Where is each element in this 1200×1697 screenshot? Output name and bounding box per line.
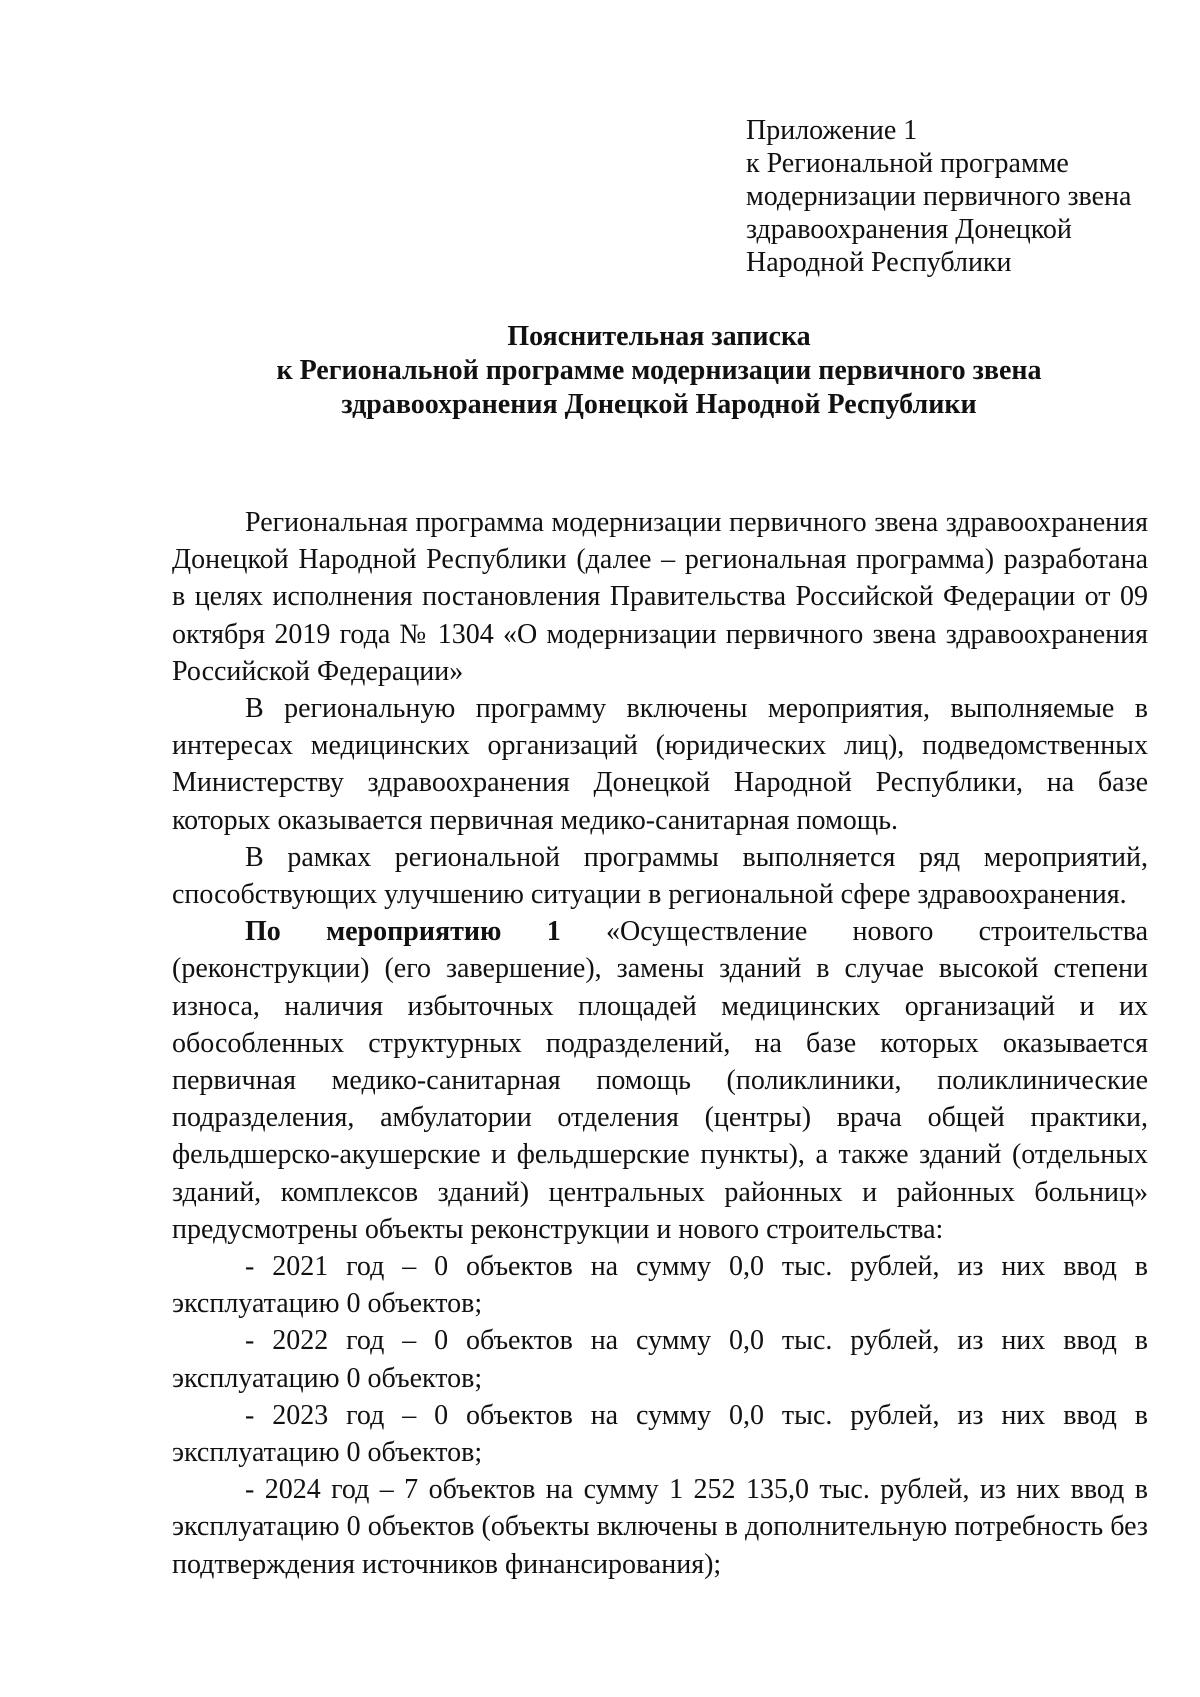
document-body	[172, 504, 1148, 1583]
paragraph-rest: «Осуществление нового строительства (реконструкции) (его завершение), замены зданий в случае высокой степени износа, наличия избыточных площадей медицинских организаций и их обособленных структурных подразделений, на базе которых оказывается первичная медико-санитарная помощь (поликлиники, поликлинические подразделения, амбулатории отделения (центры) врача общей практики, фельдшерско-акушерские и фельдшерские пункты), а также зданий (отдельных зданий, комплексов зданий) центральных районных и районных больниц» предусмотрены объекты реконструкции и нового строительства:	[172, 916, 1148, 1245]
paragraph-bold-lead: По мероприятию 1	[245, 916, 561, 948]
appendix-reference-line: Народной Республики	[746, 247, 1012, 278]
document-title	[170, 320, 1148, 422]
appendix-reference-line: модернизации первичного звена	[746, 181, 1132, 212]
list-item: - 2022 год – 0 объектов на сумму 0,0 тыс. рублей, из них ввод в эксплуатацию 0 объектов;	[172, 1325, 1148, 1394]
list-item: - 2023 год – 0 объектов на сумму 0,0 тыс. рублей, из них ввод в эксплуатацию 0 объектов;	[172, 1399, 1148, 1469]
list-item: - 2021 год – 0 объектов на сумму 0,0 тыс. рублей, из них ввод в эксплуатацию 0 объектов;	[172, 1251, 1148, 1320]
paragraph: В рамках региональной программы выполняется ряд мероприятий, способствующих улучшению ситуации в региональной сфере здравоохранения.	[172, 841, 1148, 911]
title-line: Пояснительная записка	[507, 321, 811, 352]
paragraph	[172, 913, 1148, 1248]
appendix-reference-line: к Региональной программе	[746, 148, 1069, 179]
appendix-header	[746, 114, 1131, 279]
paragraph: В региональную программу включены мероприятия, выполняемые в интересах медицинских организаций (юридических лиц), подведомственных Министерству здравоохранения Донецкой Народной Республики, на базе которых оказывается первичная медико-санитарная помощь.	[172, 693, 1148, 836]
title-line: к Региональной программе модернизации первичного звена	[276, 355, 1042, 386]
list-item: - 2024 год – 7 объектов на сумму 1 252 135,0 тыс. рублей, из них ввод в эксплуатацию 0 объектов (объекты включены в дополнительную потребность без подтверждения источников финансирования);	[172, 1474, 1148, 1580]
paragraph: Региональная программа модернизации первичного звена здравоохранения Донецкой Народной Республики (далее – региональная программа) разработана в целях исполнения постановления Правительства Российской Федерации от 09 октября 2019 года № 1304 «О модернизации первичного звена здравоохранения Российской Федерации»	[172, 507, 1148, 687]
appendix-reference-line: здравоохранения Донецкой	[746, 214, 1072, 245]
title-line: здравоохранения Донецкой Народной Республики	[341, 389, 977, 420]
appendix-number: Приложение 1	[746, 115, 918, 146]
